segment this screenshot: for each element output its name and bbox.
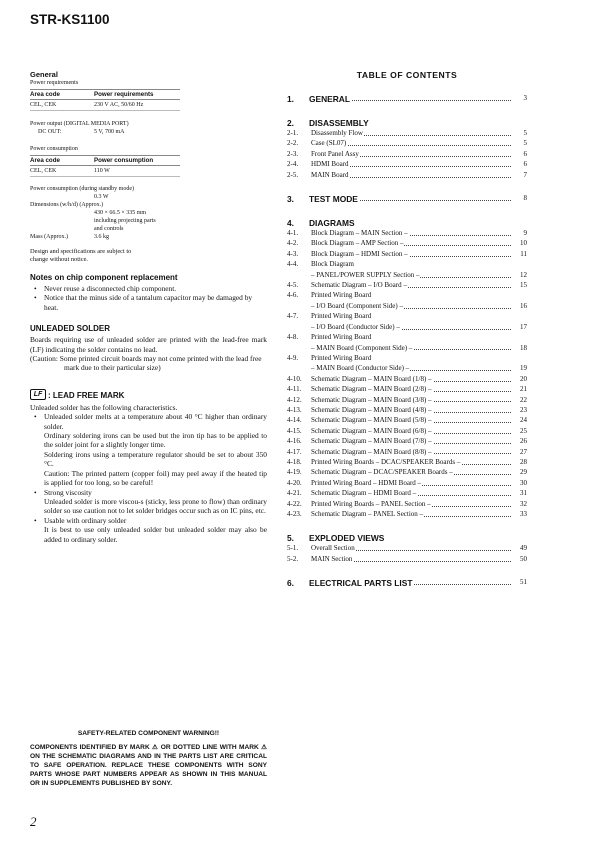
toc-entry[interactable] xyxy=(287,436,527,446)
toc-entry-title: Printed Wiring Boards – PANEL Section – xyxy=(311,499,431,508)
toc-page: 51 xyxy=(520,578,527,587)
toc-entry-number: 4-19. xyxy=(287,468,302,477)
toc-entry[interactable] xyxy=(287,374,527,384)
toc-entry-number: 4-23. xyxy=(287,510,302,518)
toc-section-title: ELECTRICAL PARTS LIST xyxy=(309,578,413,589)
toc-entry[interactable] xyxy=(287,249,527,259)
toc-entry[interactable] xyxy=(287,322,527,332)
toc-entry-title: Block Diagram – AMP Section – xyxy=(311,239,404,248)
leadfree-text: Unleaded solder is more viscou-s (sticky, less prone to flow) than ordinary solder so use caution not to let solder bridges occur such as on IC pins, etc. xyxy=(44,496,267,516)
toc-entry-page: 10 xyxy=(520,239,527,248)
toc-entry-number: 4-11. xyxy=(287,385,302,394)
toc-entry-number: 4-5. xyxy=(287,281,299,290)
toc-entry[interactable] xyxy=(287,395,527,405)
toc-entry-title: Schematic Diagram – MAIN Board (2/8) – xyxy=(311,385,432,394)
toc-entry-page: 49 xyxy=(520,544,527,553)
toc-entry-page: 27 xyxy=(520,447,527,456)
power-req-table xyxy=(30,89,180,111)
toc-entry-title: Printed Wiring Board xyxy=(311,333,372,342)
toc-entry[interactable] xyxy=(287,488,527,498)
toc-entry-title: Disassembly Flow xyxy=(311,129,363,137)
toc-entry-title: Schematic Diagram – DCAC/SPEAKER Boards – xyxy=(311,468,453,477)
toc-entry-number: 5-1. xyxy=(287,544,299,553)
toc-entry-page: 5 xyxy=(523,139,527,148)
toc-entry-number: 4-20. xyxy=(287,478,302,487)
toc-entry-number: 4-7. xyxy=(287,312,299,321)
toc-section-title: DIAGRAMS xyxy=(309,218,355,229)
safety-body: COMPONENTS IDENTIFIED BY MARK ⚠ OR DOTTED LINE WITH MARK ⚠ ON THE SCHEMATIC DIAGRAMS AND IN THE PARTS LIST ARE CRITICAL TO SAFE OPERATION. REPLACE THESE COMPONENTS WITH SONY PARTS WHOSE PART NUMBERS APPEAR AS SHOWN IN THIS MANUAL OR IN SUPPLEMENTS PUBLISHED BY SONY. xyxy=(30,744,267,787)
leadfree-caution: Caution: The printed pattern (copper foil) may peel away if the heated tip is applied for too long, so be careful! xyxy=(44,468,267,488)
toc-entry-number: 4-2. xyxy=(287,239,299,248)
model-title: STR-KS1100 xyxy=(30,12,110,27)
standby-label: Power consumption (during standby mode) xyxy=(30,186,134,192)
toc-entry-page: 11 xyxy=(520,249,527,258)
power-req-label: Power requirements xyxy=(30,80,79,86)
table-row xyxy=(30,166,180,177)
toc-entry-title: Overall Section xyxy=(311,544,355,553)
toc-entry-page: 9 xyxy=(523,229,527,238)
power-output-label: Power output (DIGITAL MEDIA PORT) xyxy=(30,121,129,127)
toc-entry-page: 31 xyxy=(520,489,527,498)
toc-entry-title: MAIN Section xyxy=(311,554,353,563)
chip-bullet: • Notice that the minus side of a tantalum capacitor may be damaged by heat. xyxy=(30,293,267,312)
toc-entry-page: 28 xyxy=(520,457,527,466)
toc-entry-title: Schematic Diagram – MAIN Board (4/8) – xyxy=(311,405,432,414)
table-cell: 230 V AC, 50/60 Hz xyxy=(94,100,180,111)
toc-entry-title: Schematic Diagram – HDMI Board – xyxy=(311,489,417,498)
toc-entry-title: Schematic Diagram – MAIN Board (8/8) – xyxy=(311,447,432,456)
leadfree-intro: Unleaded solder has the following characteristics. xyxy=(30,402,178,412)
toc-section-number: 3. xyxy=(287,194,294,205)
toc-entry-title: Block Diagram – HDMI Section – xyxy=(311,249,408,258)
dc-out-label: DC OUT: xyxy=(38,129,62,135)
toc-section-number: 1. xyxy=(287,94,294,104)
toc-entry-number: 4-17. xyxy=(287,447,302,456)
toc-section-test-mode[interactable] xyxy=(287,194,527,204)
toc-entry-number: 4-8. xyxy=(287,333,299,342)
toc-entry[interactable] xyxy=(287,353,527,363)
dimensions-note: including projecting parts xyxy=(94,218,156,224)
toc-entry-number: 4-10. xyxy=(287,374,302,383)
toc-entry-title: HDMI Board xyxy=(311,160,349,169)
leadfree-heading: : LEAD FREE MARK xyxy=(48,390,125,400)
toc-entry-page: 26 xyxy=(520,437,527,446)
toc-section-general[interactable] xyxy=(287,94,527,104)
toc-page: 3 xyxy=(523,94,527,102)
toc-entry[interactable] xyxy=(287,457,527,467)
toc-section-number: 5. xyxy=(287,533,294,544)
toc-list-diagrams xyxy=(287,228,527,519)
lf-logo-icon: LF xyxy=(30,389,46,400)
general-heading: General xyxy=(30,70,58,79)
toc-entry-page: 50 xyxy=(520,554,527,563)
leadfree-bullet: • Strong viscosity xyxy=(30,488,267,497)
toc-entry-page: 17 xyxy=(520,322,527,331)
toc-section-diagrams[interactable] xyxy=(287,218,527,228)
toc-section-number: 4. xyxy=(287,218,294,229)
toc-entry-number: 4-6. xyxy=(287,291,299,300)
toc-entry-title: Schematic Diagram – MAIN Board (7/8) – xyxy=(311,437,432,446)
toc-entry-page: 18 xyxy=(520,343,527,352)
unleaded-paragraph: Boards requiring use of unleaded solder are printed with the lead-free mark (LF) indicating the solder contains no lead. xyxy=(30,335,267,354)
toc-entry-title: Schematic Diagram – I/O Board – xyxy=(311,281,407,290)
toc-section-number: 2. xyxy=(287,118,294,128)
disclaimer: change without notice. xyxy=(30,256,89,263)
unleaded-heading: UNLEADED SOLDER xyxy=(30,324,111,334)
toc-entry-page: 23 xyxy=(520,405,527,414)
mass-value: 3.6 kg xyxy=(94,234,109,240)
toc-entry[interactable] xyxy=(287,467,527,477)
toc-entry-page: 21 xyxy=(520,385,527,394)
toc-entry-page: 22 xyxy=(520,395,527,404)
toc-entry-page: 29 xyxy=(520,468,527,477)
leadfree-text: It is best to use only unleaded solder but unleaded solder may also be added to ordinary solder. xyxy=(44,525,267,544)
leadfree-text: Soldering irons using a temperature regulator should be set to about 350 °C. xyxy=(44,449,267,469)
toc-entry-title: Printed Wiring Boards – DCAC/SPEAKER Boards – xyxy=(311,457,461,466)
toc-entry-title: Block Diagram xyxy=(311,260,354,269)
toc-entry-title: – MAIN Board (Component Side) – xyxy=(311,343,413,352)
mass-label: Mass (Approx.) xyxy=(30,234,68,240)
toc-entry-title: – I/O Board (Component Side) – xyxy=(311,301,403,310)
toc-entry-number: 4-16. xyxy=(287,437,302,446)
toc-entry-title: Schematic Diagram – MAIN Board (1/8) – xyxy=(311,374,432,383)
toc-entry[interactable] xyxy=(287,238,527,248)
toc-entry-number: 2-2. xyxy=(287,139,299,148)
toc-entry-title: – MAIN Board (Conductor Side) – xyxy=(311,364,410,373)
leadfree-bullet: • Unleaded solder melts at a temperature about 40 °C higher than ordinary solder. xyxy=(30,412,267,431)
unleaded-caution: (Caution: Some printed circuit boards may not come printed with the lead free mark due to their particular size) xyxy=(30,354,262,373)
table-cell: CEL, CEK xyxy=(30,100,94,111)
toc-entry-title: – I/O Board (Conductor Side) – xyxy=(311,322,400,331)
toc-entry-page: 12 xyxy=(520,270,527,279)
toc-entry[interactable] xyxy=(287,363,527,373)
toc-entry[interactable] xyxy=(287,149,527,159)
left-column xyxy=(30,70,267,544)
leadfree-heading-line xyxy=(30,385,267,403)
toc-entry-page: 24 xyxy=(520,416,527,425)
safety-warning xyxy=(30,730,267,788)
disclaimer: Design and specifications are subject to xyxy=(30,248,132,255)
toc-section-exploded-views[interactable] xyxy=(287,533,527,543)
toc-entry-title: Printed Wiring Board xyxy=(311,312,372,321)
toc-entry[interactable] xyxy=(287,426,527,436)
dimensions-note: and controls xyxy=(94,226,124,232)
toc-entry[interactable] xyxy=(287,405,527,415)
toc-entry-number: 2-4. xyxy=(287,160,299,169)
toc-entry-number: 5-2. xyxy=(287,554,299,563)
toc-entry-number: 4-21. xyxy=(287,489,302,498)
toc-entry-title: Front Panel Assy xyxy=(311,149,359,158)
toc-entry[interactable] xyxy=(287,543,527,553)
power-cons-table xyxy=(30,155,180,177)
safety-title: SAFETY-RELATED COMPONENT WARNING!! xyxy=(77,730,220,737)
toc-entry-page: 6 xyxy=(523,160,527,169)
toc-entry-page: 15 xyxy=(520,281,527,290)
toc-list-exploded-views xyxy=(287,543,527,564)
toc-entry[interactable] xyxy=(287,554,527,564)
toc-entry-page: 19 xyxy=(520,364,527,373)
toc-title: TABLE OF CONTENTS xyxy=(356,70,458,80)
toc-entry-page: 33 xyxy=(520,510,527,518)
toc-entry-page: 25 xyxy=(520,426,527,435)
toc-entry[interactable] xyxy=(287,478,527,488)
toc-entry-number: 2-5. xyxy=(287,170,299,179)
toc-entry-page: 30 xyxy=(520,478,527,487)
toc-entry-number: 4-22. xyxy=(287,499,302,508)
leadfree-text: Ordinary soldering irons can be used but the iron tip has to be applied to the solder joint for a slightly longer time. xyxy=(44,431,267,450)
table-header: Power requirements xyxy=(94,90,180,100)
toc-entry-number: 4-12. xyxy=(287,395,302,404)
dimensions-label: Dimensions (w/h/d) (Approx.) xyxy=(30,202,104,208)
toc-section-title: EXPLODED VIEWS xyxy=(309,533,385,544)
toc-section-title: TEST MODE xyxy=(309,194,358,205)
toc-entry[interactable] xyxy=(287,415,527,425)
dimensions-value: 430 × 66.5 × 335 mm xyxy=(94,210,147,216)
toc-entry[interactable] xyxy=(287,447,527,457)
toc-entry-page: 6 xyxy=(523,149,527,158)
toc-entry[interactable] xyxy=(287,280,527,290)
chip-bullet: • Never reuse a disconnected chip component. xyxy=(30,284,267,293)
toc-entry-page: 20 xyxy=(520,374,527,383)
toc-entry-title: Printed Wiring Board – HDMI Board – xyxy=(311,478,422,487)
toc-list-disassembly xyxy=(287,128,527,180)
toc-entry-number: 4-15. xyxy=(287,426,302,435)
table-header: Area code xyxy=(30,90,94,100)
toc-entry[interactable] xyxy=(287,384,527,394)
table-cell: CEL, CEK xyxy=(30,166,94,177)
toc-entry-title: Schematic Diagram – MAIN Board (5/8) – xyxy=(311,416,432,425)
page-number: 2 xyxy=(30,814,37,829)
toc-entry-title: Schematic Diagram – MAIN Board (3/8) – xyxy=(311,395,432,404)
toc-entry-number: 2-3. xyxy=(287,149,299,158)
table-header: Area code xyxy=(30,156,94,166)
toc-section-parts-list[interactable] xyxy=(287,578,527,588)
toc-section-title: GENERAL xyxy=(309,94,350,104)
toc-entry-number: 4-13. xyxy=(287,405,302,414)
table-row xyxy=(30,100,180,111)
toc-entry-title: Case (SL07) xyxy=(311,139,347,148)
toc-entry[interactable] xyxy=(287,170,527,180)
toc-entry[interactable] xyxy=(287,228,527,238)
power-cons-label: Power consumption xyxy=(30,146,78,152)
toc-entry-number: 4-9. xyxy=(287,353,299,362)
mass-line xyxy=(30,233,267,241)
toc-entry-title: MAIN Board xyxy=(311,170,349,179)
toc-entry[interactable] xyxy=(287,138,527,148)
toc-entry-title: Printed Wiring Board xyxy=(311,291,372,300)
toc-section-disassembly[interactable] xyxy=(287,118,527,128)
toc-entry[interactable] xyxy=(287,343,527,353)
leadfree-bullet: • Usable with ordinary solder xyxy=(30,516,267,525)
dc-out-value: 5 V, 700 mA xyxy=(94,129,125,135)
toc-entry-title: – PANEL/POWER SUPPLY Section – xyxy=(311,270,420,279)
toc-entry[interactable] xyxy=(287,499,527,509)
chip-heading: Notes on chip component replacement xyxy=(30,273,178,282)
toc-entry-page: 32 xyxy=(520,499,527,508)
toc-entry[interactable] xyxy=(287,259,527,269)
table-header: Power consumption xyxy=(94,156,180,166)
toc-entry-title: Schematic Diagram – PANEL Section – xyxy=(311,510,424,518)
toc-entry-title: Printed Wiring Board xyxy=(311,353,372,362)
toc-entry[interactable] xyxy=(287,509,527,519)
table-cell: 110 W xyxy=(94,166,180,177)
toc-entry-number: 4-18. xyxy=(287,457,302,466)
toc-entry-number: 4-4. xyxy=(287,260,299,269)
toc-entry[interactable] xyxy=(287,159,527,169)
toc-entry[interactable] xyxy=(287,290,527,300)
toc-entry-page: 5 xyxy=(523,129,527,137)
toc-section-title: DISASSEMBLY xyxy=(309,118,369,128)
toc-entry-page: 16 xyxy=(520,301,527,310)
toc-section-number: 6. xyxy=(287,578,294,589)
toc-entry-page: 7 xyxy=(523,170,527,179)
dc-out-line xyxy=(30,128,267,136)
toc-entry-number: 4-1. xyxy=(287,229,299,238)
toc-entry[interactable] xyxy=(287,332,527,342)
toc-entry-title: Schematic Diagram – MAIN Board (6/8) – xyxy=(311,426,432,435)
toc-entry[interactable] xyxy=(287,128,527,138)
toc-entry-number: 4-3. xyxy=(287,249,299,258)
toc-entry[interactable] xyxy=(287,311,527,321)
toc-entry-number: 2-1. xyxy=(287,129,299,137)
toc-entry[interactable] xyxy=(287,301,527,311)
toc-entry-title: Block Diagram – MAIN Section – xyxy=(311,229,408,238)
standby-value: 0.3 W xyxy=(94,194,109,200)
toc-page: 8 xyxy=(523,194,527,203)
table-of-contents xyxy=(287,70,527,588)
toc-entry[interactable] xyxy=(287,270,527,280)
toc-entry-number: 4-14. xyxy=(287,416,302,425)
